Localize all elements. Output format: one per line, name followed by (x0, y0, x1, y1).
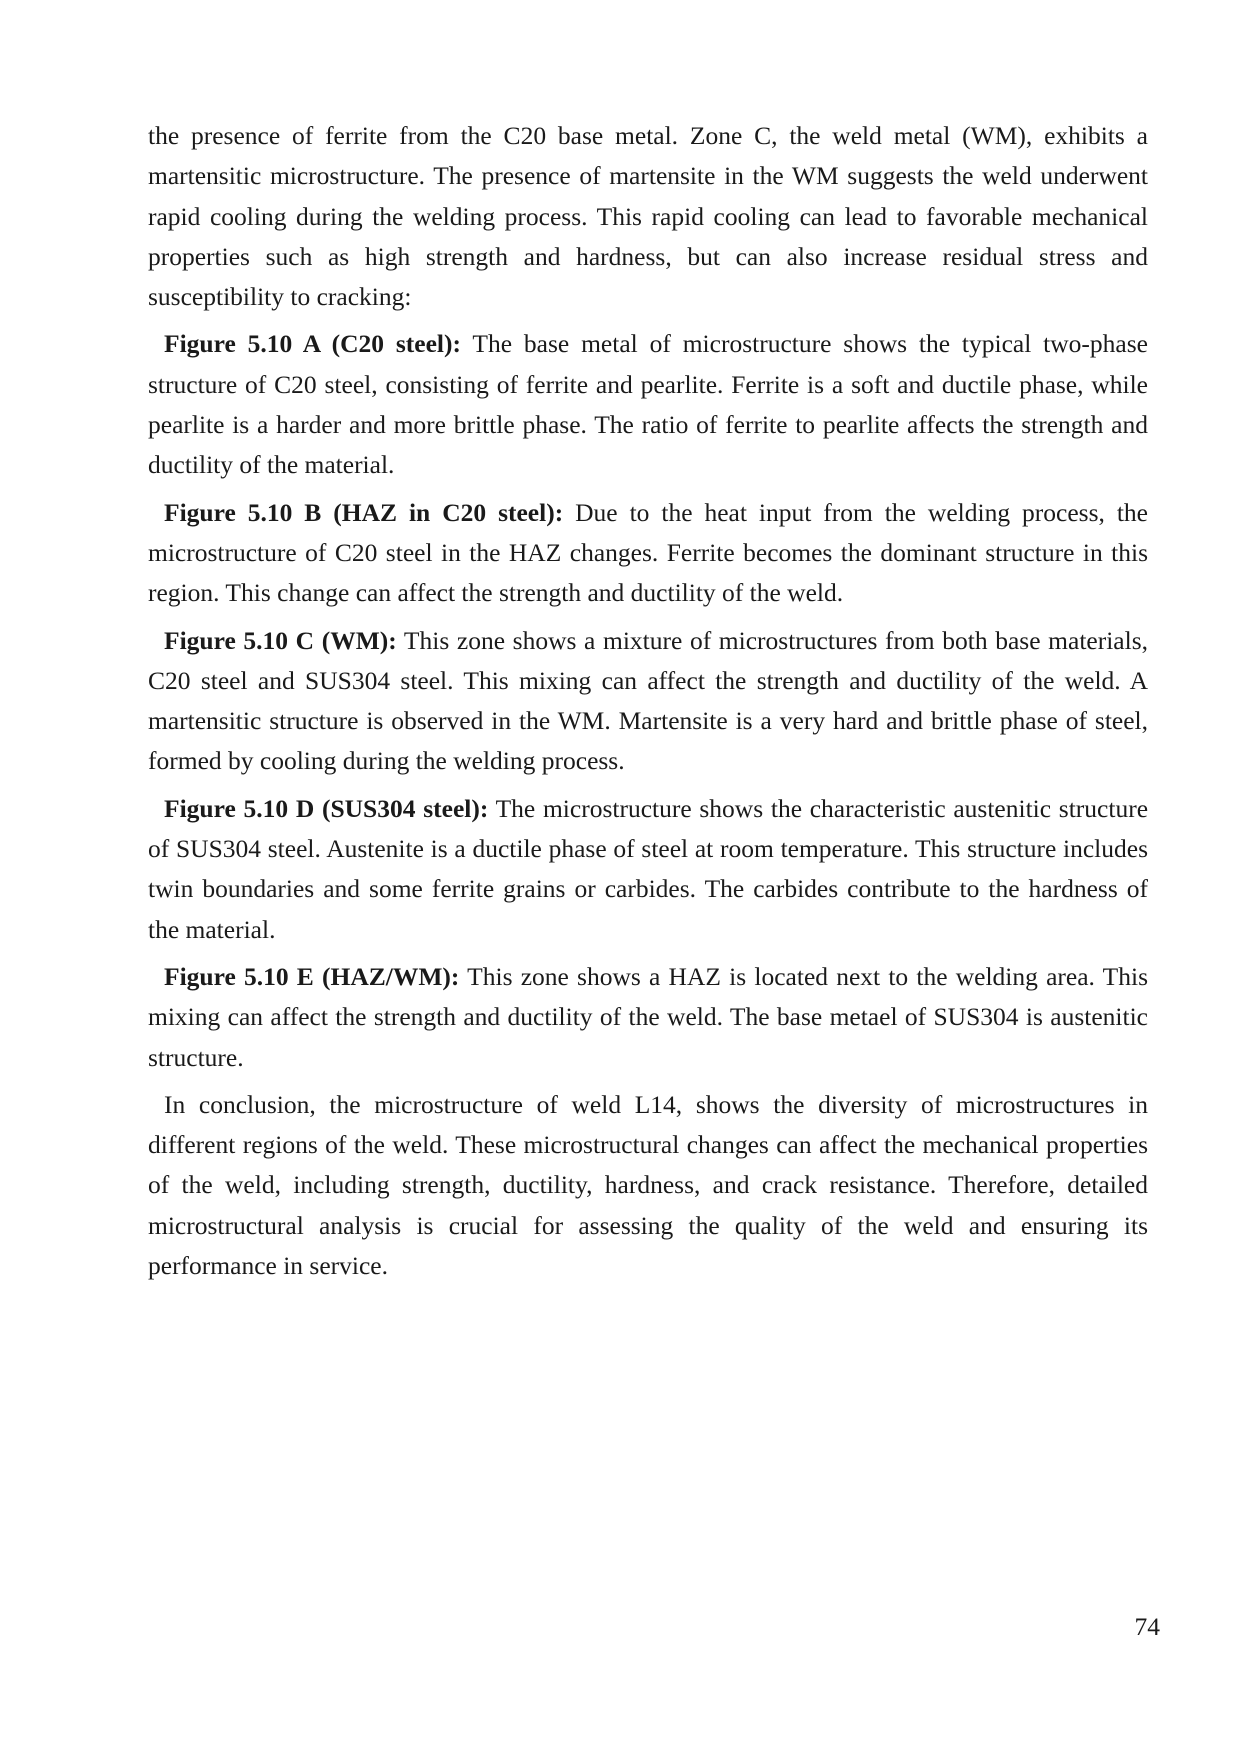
conclusion-paragraph: In conclusion, the microstructure of weld L14, shows the diversity of microstructures in different regions of the weld. These microstructural changes can affect the mechanical properties of the weld, including strength, ductility, hardness, and crack resistance. Therefore, detailed microstructural analysis is crucial for assessing the quality of the weld and ensuring its performance in service. (148, 1089, 1148, 1281)
page-number: 74 (1134, 1612, 1160, 1641)
figure-d-paragraph (148, 789, 1148, 950)
figure-c-heading: Figure 5.10 C (WM): (164, 625, 397, 655)
figure-d-text: The microstructure shows the characteristic austenitic structure of SUS304 steel. Austenite is a ductile phase of steel at room temperature. This structure includes twin boundaries and some ferrite grains or carbides. The carbides contribute to the hardness of the material. (148, 793, 1149, 944)
figure-c-text: This zone shows a mixture of microstructures from both base materials, C20 steel and SUS304 steel. This mixing can affect the strength and ductility of the weld. A martensitic structure is observed in the WM. Martensite is a very hard and brittle phase of steel, formed by cooling during the welding process. (148, 625, 1148, 776)
figure-c-paragraph (148, 621, 1148, 782)
figure-d-heading: Figure 5.10 D (SUS304 steel): (164, 793, 489, 823)
figure-a-heading: Figure 5.10 A (C20 steel): (164, 329, 461, 359)
figure-e-paragraph (148, 957, 1148, 1078)
figure-b-paragraph (148, 493, 1148, 614)
figure-a-text: The base metal of microstructure shows the typical two-phase structure of C20 steel, consisting of ferrite and pearlite. Ferrite is a soft and ductile phase, while pearlite is a harder and more brittle phase. The ratio of ferrite to pearlite affects the strength and ductility of the material. (148, 329, 1148, 480)
figure-e-text: This zone shows a HAZ is located next to the welding area. This mixing can affect the strength and ductility of the weld. The base metael of SUS304 is austenitic structure. (148, 961, 1148, 1072)
figure-a-paragraph (148, 324, 1148, 485)
figure-b-text: Due to the heat input from the welding process, the microstructure of C20 steel in the HAZ changes. Ferrite becomes the dominant structure in this region. This change can affect the strength and ductility of the weld. (148, 497, 1148, 608)
figure-b-heading: Figure 5.10 B (HAZ in C20 steel): (164, 497, 564, 527)
figure-e-heading: Figure 5.10 E (HAZ/WM): (164, 961, 460, 991)
document-page (148, 116, 1148, 1293)
intro-paragraph: the presence of ferrite from the C20 base metal. Zone C, the weld metal (WM), exhibits a martensitic microstructure. The presence of martensite in the WM suggests the weld underwent rapid cooling during the welding process. This rapid cooling can lead to favorable mechanical properties such as high strength and hardness, but can also increase residual stress and susceptibility to cracking: (148, 121, 1148, 312)
